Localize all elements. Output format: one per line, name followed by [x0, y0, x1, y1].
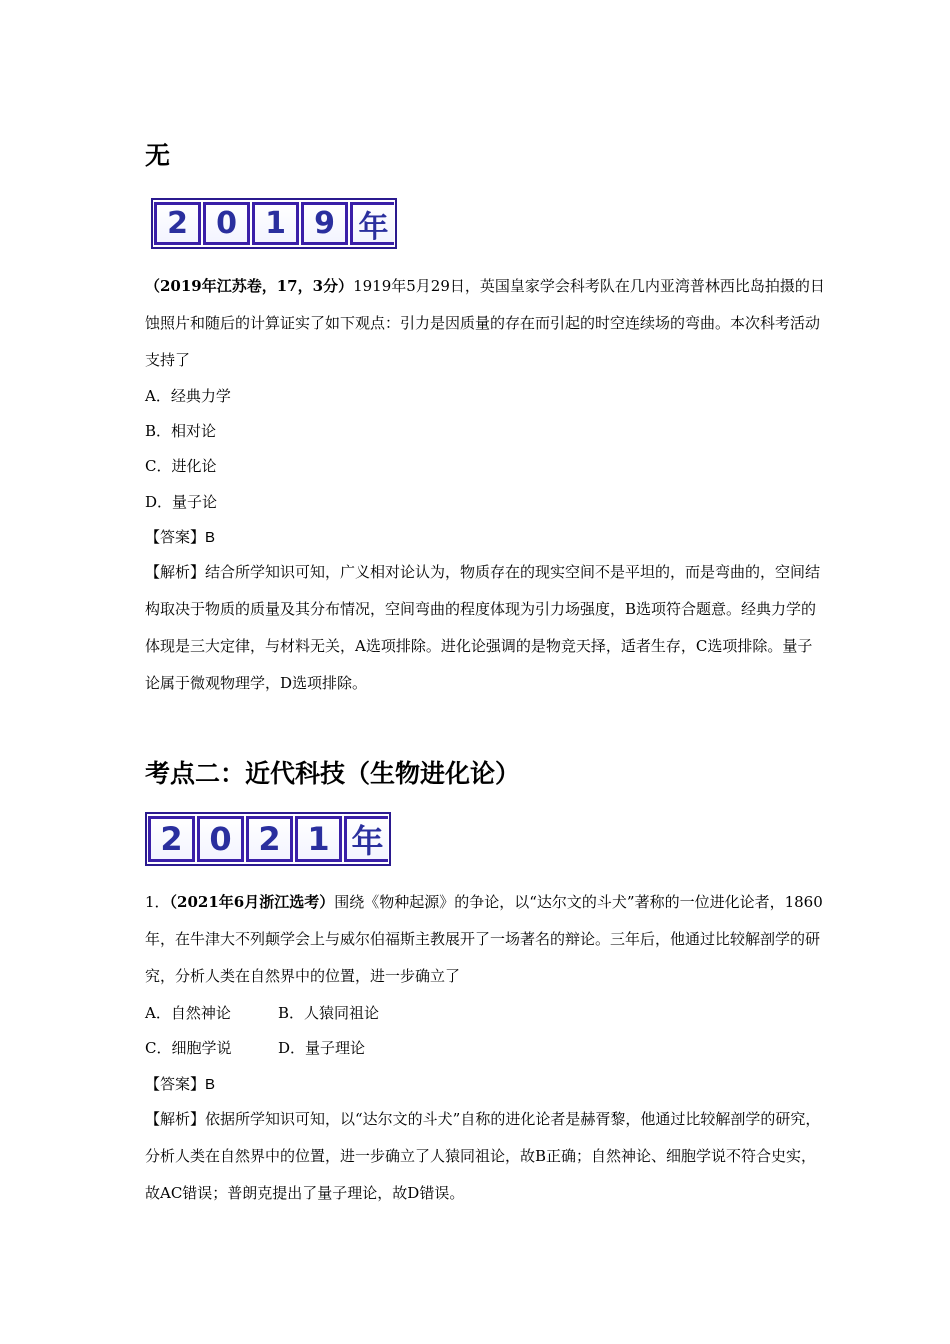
- option-b: B．人猿同祖论: [278, 1004, 380, 1022]
- analysis-paragraph: [145, 554, 825, 702]
- badge-year-char: 年: [344, 816, 388, 862]
- analysis-label: 【解析】: [145, 1110, 206, 1128]
- question-source: （2019年江苏卷，17，3分）: [145, 277, 354, 295]
- question-2-stem: [145, 884, 825, 995]
- option-d: D．量子理论: [278, 1039, 366, 1057]
- analysis-text: 结合所学知识可知，广义相对论认为，物质存在的现实空间不是平坦的，而是弯曲的，空间结构取决于物质的质量及其分布情况，空间弯曲的程度体现为引力场强度，B选项符合题意。经典力学的体现是三大定律，与材料无关，A选项排除。进化论强调的是物竞天择，适者生存，C选项排除。量子论属于微观物理学，D选项排除。: [145, 563, 821, 692]
- option-d: D．量子论: [145, 493, 218, 511]
- badge-digit: 2: [148, 816, 195, 862]
- answer-label: 【答案】: [145, 1075, 206, 1093]
- answer-value: B: [205, 1076, 216, 1093]
- analysis-label: 【解析】: [145, 563, 206, 581]
- section-heading: 考点二：近代科技（生物进化论）: [145, 759, 521, 788]
- question-source: （2021年6月浙江选考）: [169, 893, 335, 911]
- option-a: A．经典力学: [145, 387, 231, 405]
- question-1-stem: [145, 268, 825, 379]
- badge-digit: 1: [295, 816, 342, 862]
- analysis-text: 依据所学知识可知，以“达尔文的斗犬”自称的进化论者是赫胥黎，他通过比较解剖学的研究，分析人类在自然界中的位置，进一步确立了人猿同祖论，故B正确；自然神论、细胞学说不符合史实，故AC错误；普朗克提出了量子理论，故D错误。: [145, 1110, 821, 1202]
- badge-digit: 0: [197, 816, 244, 862]
- question-text: 围绕《物种起源》的争论，以“达尔文的斗犬”著称的一位进化论者，1860年，在牛津大不列颠学会上与威尔伯福斯主教展开了一场著名的辩论。三年后，他通过比较解剖学的研究，分析人类在自然界中的位置，进一步确立了: [145, 893, 823, 985]
- badge-digit: 2: [154, 202, 201, 245]
- badge-digit: 1: [252, 202, 299, 245]
- answer-value: B: [205, 529, 216, 546]
- badge-year-char: 年: [350, 202, 394, 245]
- option-c: C．细胞学说: [145, 1039, 232, 1057]
- answer-line: [145, 1073, 215, 1095]
- analysis-paragraph: [145, 1101, 825, 1212]
- badge-digit: 0: [203, 202, 250, 245]
- option-c: C．进化论: [145, 457, 217, 475]
- answer-label: 【答案】: [145, 528, 206, 546]
- question-number: 1．: [145, 893, 170, 911]
- badge-digit: 9: [301, 202, 348, 245]
- question-text: 1919年5月29日，英国皇家学会科考队在几内亚湾普林西比岛拍摄的日蚀照片和随后的计算证实了如下观点：引力是因质量的存在而引起的时空连续场的弯曲。本次科考活动支持了: [145, 277, 825, 369]
- answer-line: [145, 526, 215, 548]
- year-badge-2021: [145, 812, 391, 866]
- badge-digit: 2: [246, 816, 293, 862]
- option-b: B．相对论: [145, 422, 217, 440]
- year-badge-2019: [151, 198, 397, 249]
- section-heading: 无: [145, 141, 171, 170]
- option-a: A．自然神论: [145, 1004, 231, 1022]
